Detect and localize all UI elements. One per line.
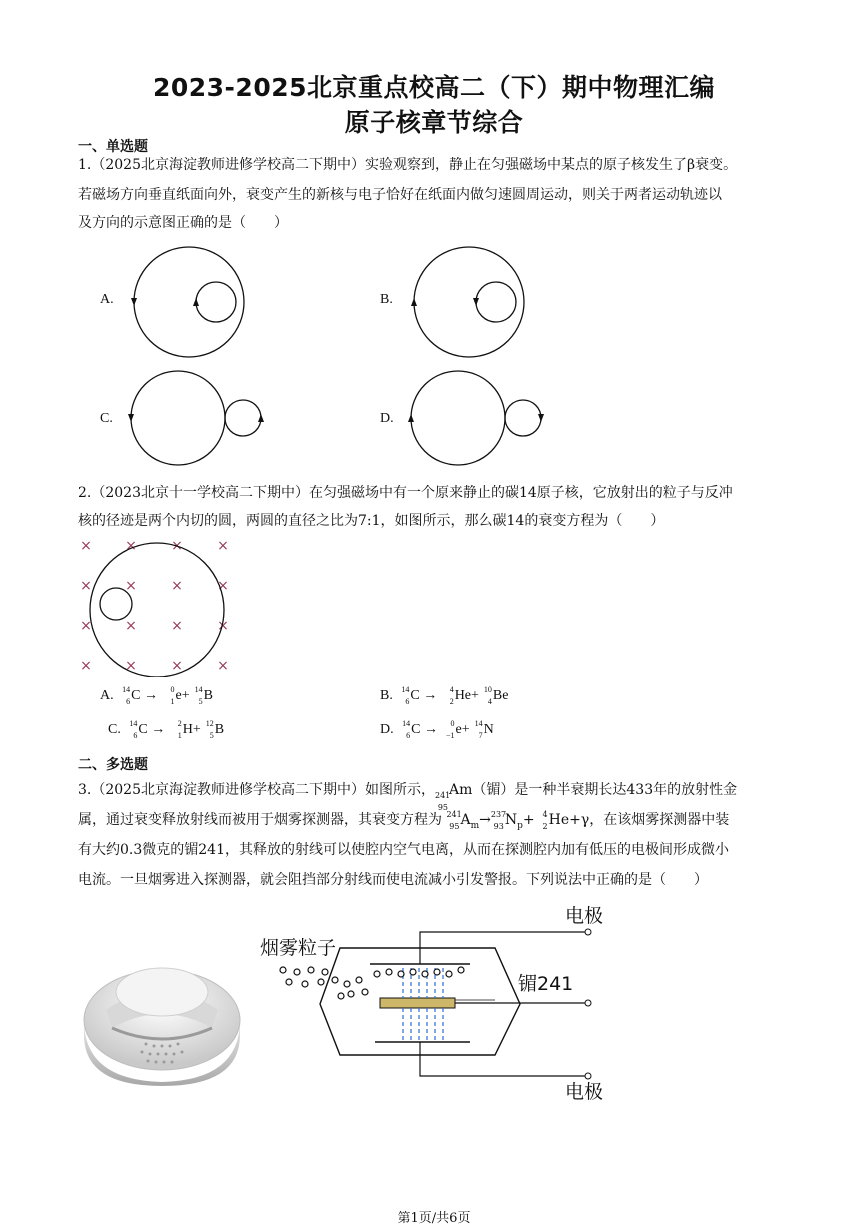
q3-line1 xyxy=(78,782,738,812)
q2-option-a-equation xyxy=(117,685,213,706)
atomic-number: 2 xyxy=(542,822,548,831)
q2-field-diagram xyxy=(70,532,250,677)
nuclide xyxy=(441,719,462,740)
q3-am-mass: 241 xyxy=(435,791,451,800)
atomic-number: 6 xyxy=(133,731,138,740)
equation-operator: +γ xyxy=(569,812,590,828)
q1-option-a-label: A. xyxy=(100,292,114,307)
element-symbol: e xyxy=(175,688,182,703)
q3-line2-start: 属，通过衰变释放射线而被用于烟雾探测器，其衰变方程为 xyxy=(78,812,442,828)
field-cross-icon: × xyxy=(217,618,229,634)
page-subtitle: 原子核章节综合 xyxy=(344,108,524,137)
label-electrode-top: 电极 xyxy=(565,905,604,927)
q1-line2: 若磁场方向垂直纸面向外，衰变产生的新核与电子恰好在纸面内做匀速圆周运动，则关于两者运动轨迹以 xyxy=(78,187,722,203)
field-cross-icon: × xyxy=(171,618,183,634)
nuclide xyxy=(201,719,225,740)
q3-decay-equation xyxy=(442,810,590,831)
smoke-detector-photo xyxy=(76,940,248,1090)
field-cross-icon: × xyxy=(217,538,229,554)
label-smoke-particles: 烟雾粒子 xyxy=(260,937,337,959)
q3-line2-end: ，在该烟雾探测器中装 xyxy=(589,812,730,828)
q2-option-c xyxy=(108,719,225,740)
label-electrode-bottom: 电极 xyxy=(565,1081,604,1103)
nuclide xyxy=(441,685,472,706)
section-heading-multi: 二、多选题 xyxy=(78,757,148,773)
mass-number: 241 xyxy=(446,810,462,819)
mass-number: 14 xyxy=(194,685,203,694)
q3-line4: 电流。一旦烟雾进入探测器，就会阻挡部分射线而使电流减小引发警报。下列说法中正确的是（ ） xyxy=(78,872,708,888)
q1-diagram-d xyxy=(400,368,560,473)
element-symbol: Be xyxy=(492,688,509,703)
field-cross-icon: × xyxy=(80,658,92,674)
nuclide xyxy=(161,685,182,706)
atomic-number: 1 xyxy=(177,731,182,740)
q1-line3: 及方向的示意图正确的是（ ） xyxy=(78,215,288,231)
mass-number: 14 xyxy=(401,685,410,694)
label-americium: 镅241 xyxy=(518,973,574,995)
mass-number: 0 xyxy=(450,719,455,728)
q3-line1-end: Am（镅）是一种半衰期长达433年的放射性金 xyxy=(449,782,738,798)
element-symbol: e xyxy=(455,722,462,737)
q1-option-b-label: B. xyxy=(380,292,393,307)
atomic-number: 93 xyxy=(493,822,504,831)
nuclide xyxy=(535,810,570,831)
atomic-number: −1 xyxy=(445,731,455,740)
atomic-number: 6 xyxy=(406,731,411,740)
field-cross-icon: × xyxy=(80,538,92,554)
q2-option-b-equation xyxy=(396,685,509,706)
atomic-number: 6 xyxy=(126,697,131,706)
mass-number: 10 xyxy=(483,685,492,694)
field-cross-icon: × xyxy=(125,618,137,634)
nuclide xyxy=(396,685,420,706)
mass-number: 12 xyxy=(205,719,214,728)
element-symbol: C xyxy=(411,722,421,737)
mass-number: 14 xyxy=(474,719,483,728)
element-symbol: He xyxy=(548,812,570,828)
mass-number: 14 xyxy=(122,685,131,694)
element-symbol: B xyxy=(203,688,213,703)
q2-line1: 2.（2023北京十一学校高二下期中）在匀强磁场中有一个原来静止的碳14原子核，它放射出的粒子与反冲 xyxy=(78,485,733,501)
field-cross-icon: × xyxy=(80,618,92,634)
nuclide xyxy=(479,685,509,706)
q1-option-d-label: D. xyxy=(380,411,394,426)
atomic-number: 95 xyxy=(449,822,460,831)
mass-number: 2 xyxy=(177,719,182,728)
q2-option-a xyxy=(100,685,213,706)
field-cross-icon: × xyxy=(171,658,183,674)
field-cross-icon: × xyxy=(171,538,183,554)
q1-diagram-b xyxy=(400,240,540,360)
q3-am-z: 95 xyxy=(437,803,448,812)
element-symbol: C xyxy=(131,688,141,703)
q1-diagram-c xyxy=(120,368,280,473)
q3-line2 xyxy=(78,810,730,833)
nuclide xyxy=(190,685,213,706)
q3-line1-start: 3.（2025北京海淀教师进修学校高二下期中）如图所示， xyxy=(78,782,435,798)
q2-option-b-label: B. xyxy=(380,688,393,703)
field-cross-icon: × xyxy=(125,658,137,674)
atomic-number: 7 xyxy=(478,731,483,740)
field-cross-icon: × xyxy=(125,578,137,594)
equation-operator: → xyxy=(140,688,162,703)
q2-line2: 核的径迹是两个内切的圆，两圆的直径之比为7:1，如图所示，那么碳14的衰变方程为（ ） xyxy=(78,513,665,529)
equation-operator: → xyxy=(420,722,442,737)
element-symbol: B xyxy=(214,722,225,737)
mass-number: 14 xyxy=(129,719,138,728)
equation-operator: + xyxy=(471,688,479,703)
q2-option-c-equation xyxy=(124,719,225,740)
q2-option-d-label: D. xyxy=(380,722,394,737)
atomic-number: 2 xyxy=(449,697,454,706)
field-cross-icon: × xyxy=(80,578,92,594)
q2-option-d-equation xyxy=(397,719,494,740)
field-cross-icon: × xyxy=(217,578,229,594)
section-heading-single: 一、单选题 xyxy=(78,139,148,155)
element-symbol: C xyxy=(410,688,420,703)
nuclide: 241 95 $A_m$ xyxy=(446,810,480,831)
element-symbol: N xyxy=(483,722,494,737)
page-title: 2023-2025北京重点校高二（下）期中物理汇编 xyxy=(152,73,716,102)
equation-operator: + xyxy=(522,812,535,828)
equation-operator: + xyxy=(461,722,470,737)
atomic-number: 5 xyxy=(198,697,203,706)
element-symbol: C xyxy=(138,722,148,737)
mass-number: 237 xyxy=(490,810,507,819)
nuclide xyxy=(470,719,494,740)
equation-operator: → xyxy=(479,812,491,828)
q2-option-a-label: A. xyxy=(100,688,114,703)
nuclide xyxy=(169,719,193,740)
q1-option-c-label: C. xyxy=(100,411,113,426)
equation-operator: → xyxy=(147,722,169,737)
nuclide xyxy=(397,719,421,740)
q2-option-d xyxy=(380,719,494,740)
atomic-number: 1 xyxy=(170,697,175,706)
equation-operator: → xyxy=(419,688,441,703)
smoke-chamber-diagram xyxy=(255,900,625,1110)
nuclide xyxy=(124,719,148,740)
element-symbol: He xyxy=(454,688,472,703)
field-cross-icon: × xyxy=(125,538,137,554)
element-symbol: A xyxy=(460,812,471,828)
atomic-number: 4 xyxy=(487,697,492,706)
equation-operator: + xyxy=(192,722,201,737)
q1-line1: 1.（2025北京海淀教师进修学校高二下期中）实验观察到，静止在匀强磁场中某点的原子核发生了β衰变。 xyxy=(78,157,738,173)
atomic-number: 6 xyxy=(405,697,410,706)
mass-number: 4 xyxy=(449,685,454,694)
mass-number: 4 xyxy=(542,810,548,819)
element-symbol: H xyxy=(182,722,193,737)
element-symbol: N xyxy=(504,812,518,828)
nuclide: 237 93 $N_p$ xyxy=(490,810,523,831)
page-footer: 第1页/共6页 xyxy=(397,1211,471,1226)
q3-line3: 有大约0.3微克的镅241，其释放的射线可以使腔内空气电离，从而在探测腔内加有低压的电极间形成微小 xyxy=(78,842,729,858)
q2-option-c-label: C. xyxy=(108,722,121,737)
q1-diagram-a xyxy=(120,240,260,360)
equation-operator: + xyxy=(181,688,190,703)
atomic-number: 5 xyxy=(209,731,214,740)
mass-number: 0 xyxy=(170,685,175,694)
nuclide xyxy=(117,685,141,706)
mass-number: 14 xyxy=(402,719,411,728)
q2-option-b xyxy=(380,685,509,706)
field-cross-icon: × xyxy=(171,578,183,594)
field-cross-icon: × xyxy=(217,658,229,674)
